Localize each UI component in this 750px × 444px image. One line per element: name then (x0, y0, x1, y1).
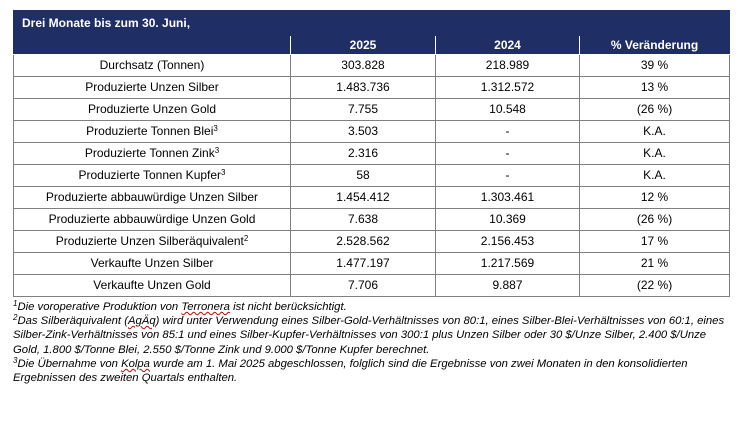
value-change: 17 % (580, 231, 730, 253)
table-row (14, 165, 730, 187)
value-2025: 58 (291, 165, 436, 187)
value-change: K.A. (580, 165, 730, 187)
table-body (14, 55, 730, 297)
table-row (14, 55, 730, 77)
value-2024: 218.989 (436, 55, 580, 77)
value-change: 21 % (580, 253, 730, 275)
value-change: 39 % (580, 55, 730, 77)
column-header-2024: 2024 (436, 36, 580, 55)
footnote-ref: 3 (221, 168, 226, 177)
value-2025: 303.828 (291, 55, 436, 77)
footnotes (13, 300, 729, 385)
value-change: K.A. (580, 121, 730, 143)
footnote-mark: 3 (13, 355, 18, 365)
footnote-mark: 2 (13, 313, 18, 323)
production-report (13, 10, 729, 385)
value-2025: 3.503 (291, 121, 436, 143)
spellcheck-flagged-word: Terronera (181, 301, 230, 313)
table-title: Drei Monate bis zum 30. Juni, (14, 11, 730, 36)
table-row (14, 209, 730, 231)
table-row (14, 231, 730, 253)
row-label: Produzierte abbauwürdige Unzen Silber (14, 187, 291, 209)
value-2025: 1.454.412 (291, 187, 436, 209)
row-label: Verkaufte Unzen Gold (14, 275, 291, 297)
footnote-ref: 3 (213, 124, 218, 133)
row-label: Durchsatz (Tonnen) (14, 55, 291, 77)
table-row (14, 99, 730, 121)
footnote-1: $^1$Die voroperative Produktion von Terronera ist nicht berücksichtigt. (13, 299, 347, 313)
footnote-ref: 2 (243, 234, 249, 243)
production-table (13, 10, 730, 297)
value-2025: 2.316 (291, 143, 436, 165)
value-2024: - (436, 165, 580, 187)
value-change: (26 %) (580, 99, 730, 121)
value-change: (22 %) (580, 275, 730, 297)
column-header-row (14, 36, 730, 55)
table-title-row (14, 11, 730, 36)
row-label: Verkaufte Unzen Silber (14, 253, 291, 275)
value-change: (26 %) (580, 209, 730, 231)
value-2025: 2.528.562 (291, 231, 436, 253)
spellcheck-flagged-word: Kolpa (121, 357, 150, 370)
footnote-mark: 1 (13, 299, 18, 308)
value-2024: 1.303.461 (436, 187, 580, 209)
value-2024: 10.548 (436, 99, 580, 121)
value-2024: 1.217.569 (436, 253, 580, 275)
value-2025: 7.755 (291, 99, 436, 121)
value-change: 13 % (580, 77, 730, 99)
value-2025: 7.706 (291, 275, 436, 297)
row-label: Produzierte Tonnen Zink$^3$ (14, 143, 291, 165)
value-change: 12 % (580, 187, 730, 209)
value-2025: 1.483.736 (291, 77, 436, 99)
table-row (14, 187, 730, 209)
row-label: Produzierte Unzen Silberäquivalent$^2$ (14, 231, 291, 253)
footnote-ref: 3 (214, 146, 220, 155)
value-2024: 9.887 (436, 275, 580, 297)
value-change: K.A. (580, 143, 730, 165)
column-header-2025: 2025 (291, 36, 436, 55)
table-row (14, 275, 730, 297)
table-row (14, 121, 730, 143)
footnote-3: $^3$Die Übernahme von Kolpa wurde am 1. Mai 2025 abgeschlossen, folglich sind die Ergebnisse von zwei Monaten in den konsolidierten Ergebnissen des zweiten Quartals enthalten. (13, 355, 688, 385)
row-label: Produzierte Unzen Silber (14, 77, 291, 99)
table-row (14, 143, 730, 165)
table-row (14, 77, 730, 99)
footnote-2: $^2$Das Silberäquivalent (AgÄq) wird unter Verwendung eines Silber-Gold-Verhältnisses von 80:1, eines Silber-Blei-Verhältnisses von 60:1, eines Silber-Zink-Verhältnisses von 85:1 und eines Silber-Kupfer-Verhältnisses von 300:1 plus Unzen Silber oder 30 $/Unze Silber, 2.400 $/Unze Gold, 1.800 $/Tonne Blei, 2.550 $/Tonne Zink und 9.000 $/Tonne Kupfer berechnet. (13, 313, 725, 356)
value-2025: 1.477.197 (291, 253, 436, 275)
row-label: Produzierte abbauwürdige Unzen Gold (14, 209, 291, 231)
value-2025: 7.638 (291, 209, 436, 231)
value-2024: - (436, 143, 580, 165)
value-2024: 1.312.572 (436, 77, 580, 99)
value-2024: 2.156.453 (436, 231, 580, 253)
row-label: Produzierte Tonnen Blei$^3$ (14, 121, 291, 143)
row-label: Produzierte Tonnen Kupfer$^3$ (14, 165, 291, 187)
row-label: Produzierte Unzen Gold (14, 99, 291, 121)
column-header-label (14, 36, 291, 55)
column-header-change: % Veränderung (580, 36, 730, 55)
value-2024: 10.369 (436, 209, 580, 231)
spellcheck-flagged-word: AgÄq (127, 315, 156, 328)
value-2024: - (436, 121, 580, 143)
table-row (14, 253, 730, 275)
